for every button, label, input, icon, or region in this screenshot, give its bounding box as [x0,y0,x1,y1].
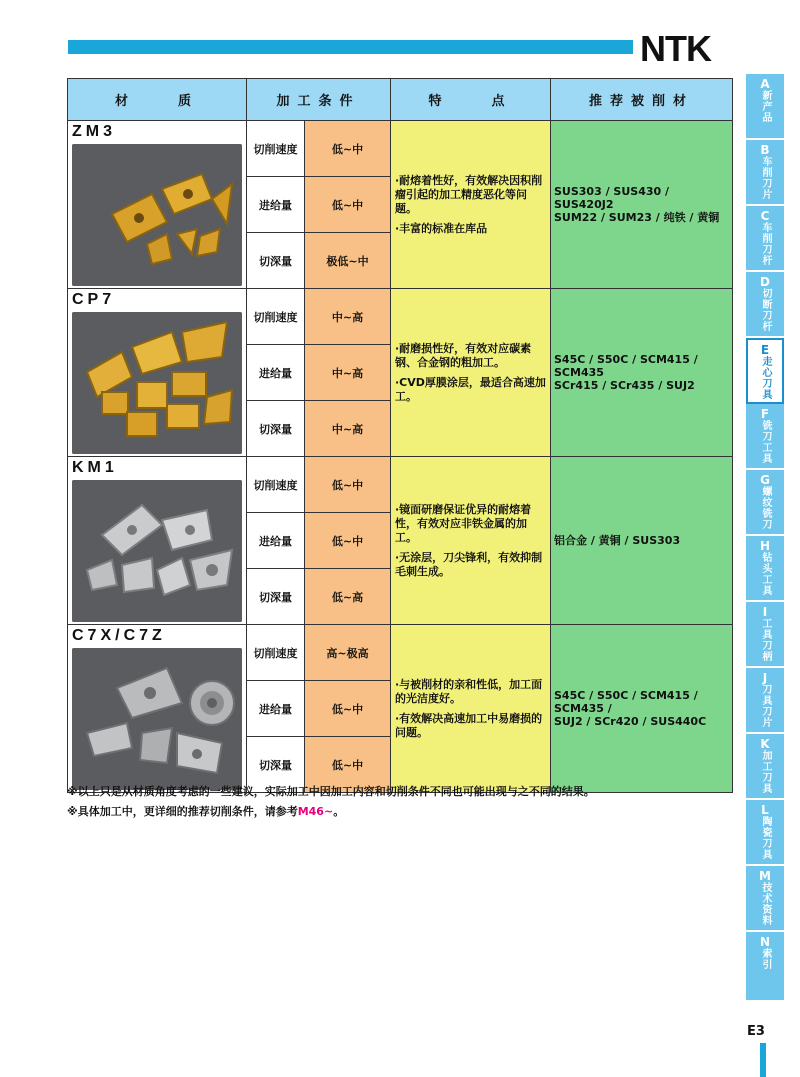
header-cutting-condition: 加工条件 [247,79,391,121]
sidebar-tab-g[interactable]: G 螺纹铣刀 [746,470,784,536]
features-cell [391,457,551,625]
header-accent-bar [68,40,633,54]
feature-item: ·有效解决高速加工中易磨损的问题。 [395,711,543,739]
feature-item: ·镜面研磨保证优异的耐熔着性，有效对应非铁金属的加工。 [395,502,532,544]
sidebar-tab-f[interactable]: F 铣刀工具 [746,404,784,470]
material-cell [68,289,247,457]
condition-value: 中~高 [305,345,391,401]
table-row [68,457,733,513]
material-name: ZM3 [72,123,116,140]
header-recommended: 推荐被削材 [551,79,733,121]
feature-item: ·耐磨损性好，有效对应碳素钢、合金钢的粗加工。 [395,341,532,369]
condition-label-speed: 切削速度 [247,121,305,177]
features-cell [391,625,551,793]
condition-label-feed: 进给量 [247,513,305,569]
chapter-index-sidebar [746,74,784,1000]
sidebar-tab-j[interactable]: J 刀具刀片 [746,668,784,734]
sidebar-tab-m[interactable]: M 技术资料 [746,866,784,932]
features-cell [391,121,551,289]
material-spec-table [67,78,733,793]
sidebar-tab-k[interactable]: K 加工刀具 [746,734,784,800]
recommended-cell: SUS303 / SUS430 / SUS420J2 SUM22 / SUM23 / 纯铁 / 黄铜 [551,121,733,289]
condition-value: 低~中 [305,513,391,569]
condition-label-speed: 切削速度 [247,457,305,513]
feature-item: ·与被削材的亲和性低，加工面的光洁度好。 [395,677,543,705]
feature-item: ·无涂层，刀尖锋利，有效抑制毛刺生成。 [395,550,543,578]
condition-value: 低~中 [305,457,391,513]
features-cell [391,289,551,457]
page-reference-link[interactable]: M46~ [297,805,334,818]
condition-value: 低~中 [305,121,391,177]
sidebar-tab-i[interactable]: I 工具刀柄 [746,602,784,668]
page-number-accent [760,1043,766,1077]
material-name: KM1 [72,459,118,476]
condition-label-speed: 切削速度 [247,289,305,345]
feature-item: ·耐熔着性好，有效解决因积削瘤引起的加工精度恶化等问题。 [395,173,543,215]
table-row [68,121,733,177]
condition-value: 中~高 [305,289,391,345]
condition-label-depth: 切深量 [247,737,305,793]
header-features: 特 点 [391,79,551,121]
sidebar-tab-n[interactable]: N 索引 [759,935,771,970]
sidebar-tab-e[interactable]: E 走心刀具 [746,338,784,404]
material-cell [68,625,247,793]
condition-value: 中~高 [305,401,391,457]
sidebar-tab-h[interactable]: H 钻头工具 [746,536,784,602]
brand-logo: NTK [640,28,711,69]
recommended-cell: S45C / S50C / SCM415 / SCM435 SCr415 / SCr435 / SUJ2 [551,289,733,457]
sidebar-tab-c[interactable]: C 车削刀杆 [746,206,784,272]
condition-value: 低~中 [305,737,391,793]
material-cell [68,121,247,289]
condition-value: 高~极高 [305,625,391,681]
condition-label-speed: 切削速度 [247,625,305,681]
silver-inserts-photo [72,648,242,790]
page-number: E3 [747,1024,765,1039]
recommended-cell: S45C / S50C / SCM415 / SCM435 / SUJ2 / SCr420 / SUS440C [551,625,733,793]
sidebar-tab-b[interactable]: B 车削刀片 [746,140,784,206]
silver-inserts-photo [72,480,242,622]
footnote-2 [67,802,595,822]
condition-label-depth: 切深量 [247,401,305,457]
material-cell [68,457,247,625]
sidebar-tab-l[interactable]: L 陶瓷刀具 [746,800,784,866]
footnote-2-end: 。 [333,805,345,818]
condition-label-feed: 进给量 [247,345,305,401]
condition-label-feed: 进给量 [247,681,305,737]
condition-value: 低~高 [305,569,391,625]
sidebar-tab-a[interactable]: A 新产品 [746,74,784,140]
sidebar-tab-d[interactable]: D 切断刀杆 [746,272,784,338]
recommended-cell: 铝合金 / 黄铜 / SUS303 [551,457,733,625]
material-name: CP7 [72,291,116,308]
header-material: 材 质 [68,79,247,121]
condition-value: 极低~中 [305,233,391,289]
condition-value: 低~中 [305,177,391,233]
material-name: C7X/C7Z [72,627,166,644]
condition-value: 低~中 [305,681,391,737]
table-header-row [68,79,733,121]
condition-label-feed: 进给量 [247,177,305,233]
table-row [68,289,733,345]
table-row [68,625,733,681]
footnote-1: ※以上只是从材质角度考虑的一些建议，实际加工中因加工内容和切削条件不同也可能出现与之不同的结果。 [67,785,595,798]
footnotes [67,782,595,822]
footnote-2-text: ※具体加工中，更详细的推荐切削条件，请参考 [67,805,298,818]
gold-inserts-photo [72,144,242,286]
condition-label-depth: 切深量 [247,233,305,289]
feature-item: ·丰富的标准在库品 [395,221,488,235]
condition-label-depth: 切深量 [247,569,305,625]
feature-item: ·CVD厚膜涂层，最适合高速加工。 [395,375,546,403]
gold-inserts-photo [72,312,242,454]
